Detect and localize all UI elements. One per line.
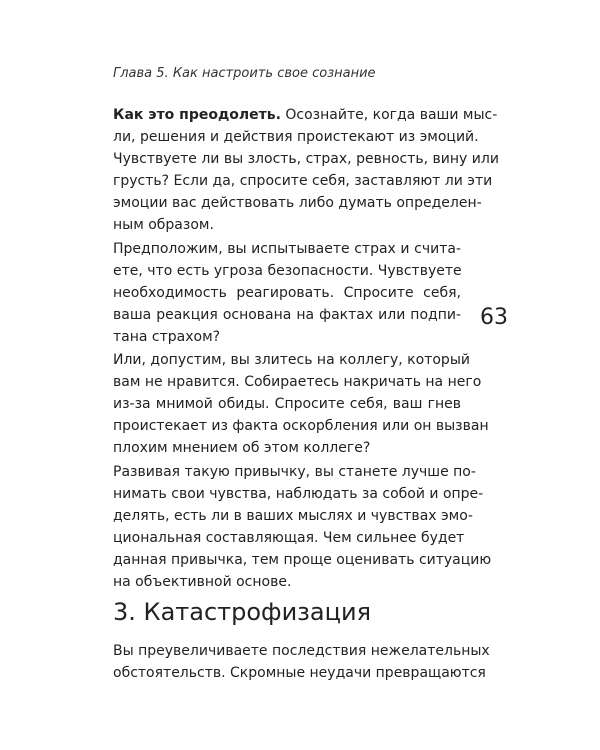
paragraph-line: на объективной основе. — [113, 574, 292, 590]
paragraph-line: Вы преувеличиваете последствия нежелательных — [113, 643, 490, 659]
paragraph-4 — [113, 461, 492, 593]
paragraph-line: плохим мнением об этом коллеге? — [113, 440, 371, 456]
paragraph-line: ным образом. — [113, 217, 214, 233]
paragraph-1 — [113, 104, 499, 236]
paragraph-line: нимать свои чувства, наблюдать за собой и опре- — [113, 486, 484, 502]
paragraph-line: Как это преодолеть. Осознайте, когда ваши мыс- — [113, 107, 498, 123]
paragraph-line: Развивая такую привычку, вы станете лучше по- — [113, 464, 476, 480]
paragraph-line: тана страхом? — [113, 329, 221, 345]
paragraph-line: Или, допустим, вы злитесь на коллегу, который — [113, 352, 470, 368]
paragraph-line: проистекает из факта оскорбления или он вызван — [113, 418, 489, 434]
paragraph-line: данная привычка, тем проще оценивать ситуацию — [113, 552, 492, 568]
paragraph-lead: Как это преодолеть. — [113, 107, 281, 123]
page-number: 63 — [480, 305, 508, 330]
paragraph-line: делять, есть ли в ваших мыслях и чувствах эмо- — [113, 508, 473, 524]
section-paragraph — [113, 640, 490, 684]
paragraph-3 — [113, 349, 489, 459]
paragraph-line: эмоции вас действовать либо думать определен- — [113, 195, 482, 211]
paragraph-line: Предположим, вы испытываете страх и счита- — [113, 241, 461, 257]
paragraph-line: ли, решения и действия проистекают из эмоций. — [113, 129, 479, 145]
paragraph-line: Чувствуете ли вы злость, страх, ревность, вину или — [113, 151, 499, 167]
paragraph-line: ваша реакция основана на фактах или подпи- — [113, 307, 461, 323]
running-header: Глава 5. Как настроить свое сознание — [113, 66, 376, 81]
paragraph-line: необходимость реагировать. Спросите себя, — [113, 285, 461, 301]
paragraph-line: обстоятельств. Скромные неудачи превращаются — [113, 665, 486, 681]
paragraph-line: циональная составляющая. Чем сильнее будет — [113, 530, 465, 546]
section-heading: 3. Катастрофизация — [113, 598, 372, 626]
paragraph-line: вам не нравится. Собираетесь накричать на него — [113, 374, 482, 390]
paragraph-line: из-за мнимой обиды. Спросите себя, ваш гнев — [113, 396, 461, 412]
paragraph-line: грусть? Если да, спросите себя, заставляют ли эти — [113, 173, 493, 189]
paragraph-2 — [113, 238, 461, 348]
paragraph-line: ете, что есть угроза безопасности. Чувствуете — [113, 263, 462, 279]
